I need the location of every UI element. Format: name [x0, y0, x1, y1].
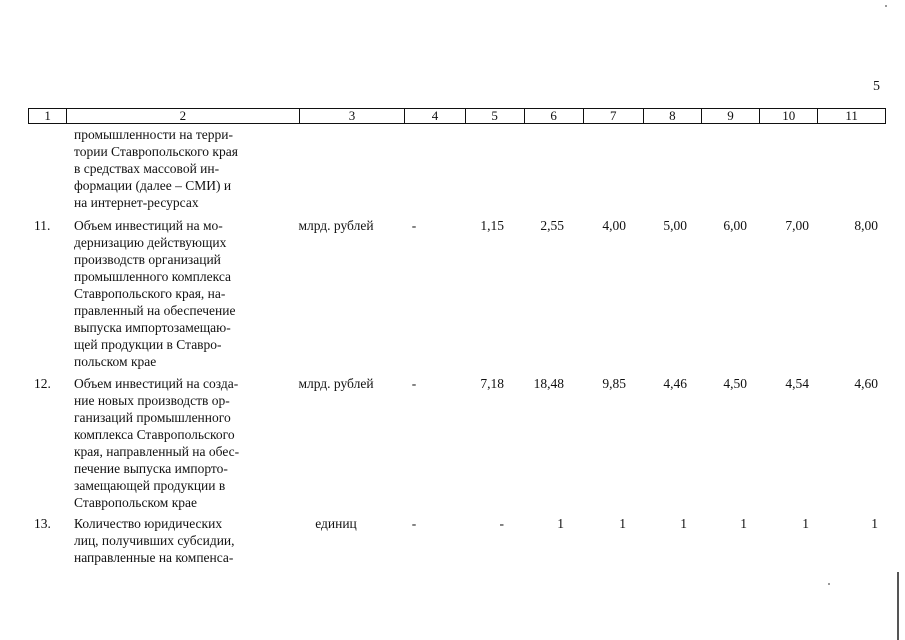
- value-col-5: 1,15: [480, 218, 504, 233]
- name-line: на интернет-ресурсах: [74, 195, 199, 210]
- header-col-9: 9: [702, 109, 760, 123]
- row-number: 13.: [34, 516, 51, 531]
- name-line: лиц, получивших субсидии,: [74, 533, 235, 548]
- value-col-7: 1: [619, 516, 626, 531]
- header-col-7: 7: [584, 109, 644, 123]
- value-col-6: 1: [557, 516, 564, 531]
- value-col-9: 4,50: [723, 376, 747, 391]
- value-col-8: 5,00: [663, 218, 687, 233]
- indicator-name: [74, 515, 293, 566]
- value-col-9: 1: [740, 516, 747, 531]
- indicator-name: [74, 375, 293, 511]
- name-line: производств организаций: [74, 252, 221, 267]
- name-line: дернизацию действующих: [74, 235, 227, 250]
- name-line: Количество юридических: [74, 516, 223, 531]
- name-line: тории Ставропольского края: [74, 144, 238, 159]
- name-line: промышленности на терри-: [74, 127, 233, 142]
- row-number: 11.: [34, 218, 51, 233]
- name-line: правленный на обеспечение: [74, 303, 236, 318]
- header-col-5: 5: [466, 109, 525, 123]
- unit-of-measure: млрд. рублей: [298, 218, 374, 233]
- header-col-4: 4: [405, 109, 465, 123]
- header-col-10: 10: [760, 109, 818, 123]
- name-line: комплекса Ставропольского: [74, 427, 235, 442]
- name-line: Объем инвестиций на созда-: [74, 376, 239, 391]
- name-line: Объем инвестиций на мо-: [74, 218, 223, 233]
- value-col-9: 6,00: [723, 218, 747, 233]
- indicator-name: [74, 217, 293, 370]
- header-col-2: 2: [67, 109, 300, 123]
- name-line: в средствах массовой ин-: [74, 161, 220, 176]
- unit-of-measure: единиц: [315, 516, 357, 531]
- value-col-4: -: [411, 516, 417, 531]
- value-col-11: 8,00: [854, 218, 878, 233]
- value-col-7: 9,85: [602, 376, 626, 391]
- indicator-name-continued: [74, 126, 293, 211]
- name-line: печение выпуска импорто-: [74, 461, 228, 476]
- name-line: Ставропольском крае: [74, 495, 198, 510]
- value-col-6: 2,55: [540, 218, 564, 233]
- header-col-6: 6: [525, 109, 584, 123]
- name-line: Ставропольского края, на-: [74, 286, 226, 301]
- value-col-5: -: [499, 516, 504, 531]
- table-header-row: [28, 108, 886, 124]
- value-col-10: 4,54: [785, 376, 809, 391]
- value-col-11: 1: [871, 516, 878, 531]
- value-col-4: -: [411, 218, 417, 233]
- name-line: края, направленный на обес-: [74, 444, 240, 459]
- row-number: 12.: [34, 376, 51, 391]
- header-col-1: 1: [29, 109, 67, 123]
- page-number: 5: [873, 79, 880, 94]
- value-col-8: 1: [680, 516, 687, 531]
- value-col-8: 4,46: [663, 376, 687, 391]
- scan-speck: [885, 5, 887, 7]
- value-col-5: 7,18: [480, 376, 504, 391]
- name-line: ганизаций промышленного: [74, 410, 231, 425]
- name-line: польском крае: [74, 354, 157, 369]
- name-line: замещающей продукции в: [74, 478, 226, 493]
- scan-edge-line: [897, 572, 899, 640]
- name-line: ние новых производств ор-: [74, 393, 230, 408]
- name-line: направленные на компенса-: [74, 550, 234, 565]
- value-col-10: 1: [802, 516, 809, 531]
- name-line: промышленного комплекса: [74, 269, 231, 284]
- header-col-11: 11: [845, 109, 858, 123]
- header-col-3: 3: [300, 109, 406, 123]
- value-col-6: 18,48: [533, 376, 564, 391]
- value-col-10: 7,00: [785, 218, 809, 233]
- name-line: выпуска импортозамещаю-: [74, 320, 231, 335]
- scan-speck: [828, 583, 830, 585]
- value-col-7: 4,00: [602, 218, 626, 233]
- name-line: формации (далее – СМИ) и: [74, 178, 232, 193]
- name-line: щей продукции в Ставро-: [74, 337, 222, 352]
- header-col-8: 8: [644, 109, 702, 123]
- value-col-11: 4,60: [854, 376, 878, 391]
- unit-of-measure: млрд. рублей: [298, 376, 374, 391]
- value-col-4: -: [411, 376, 417, 391]
